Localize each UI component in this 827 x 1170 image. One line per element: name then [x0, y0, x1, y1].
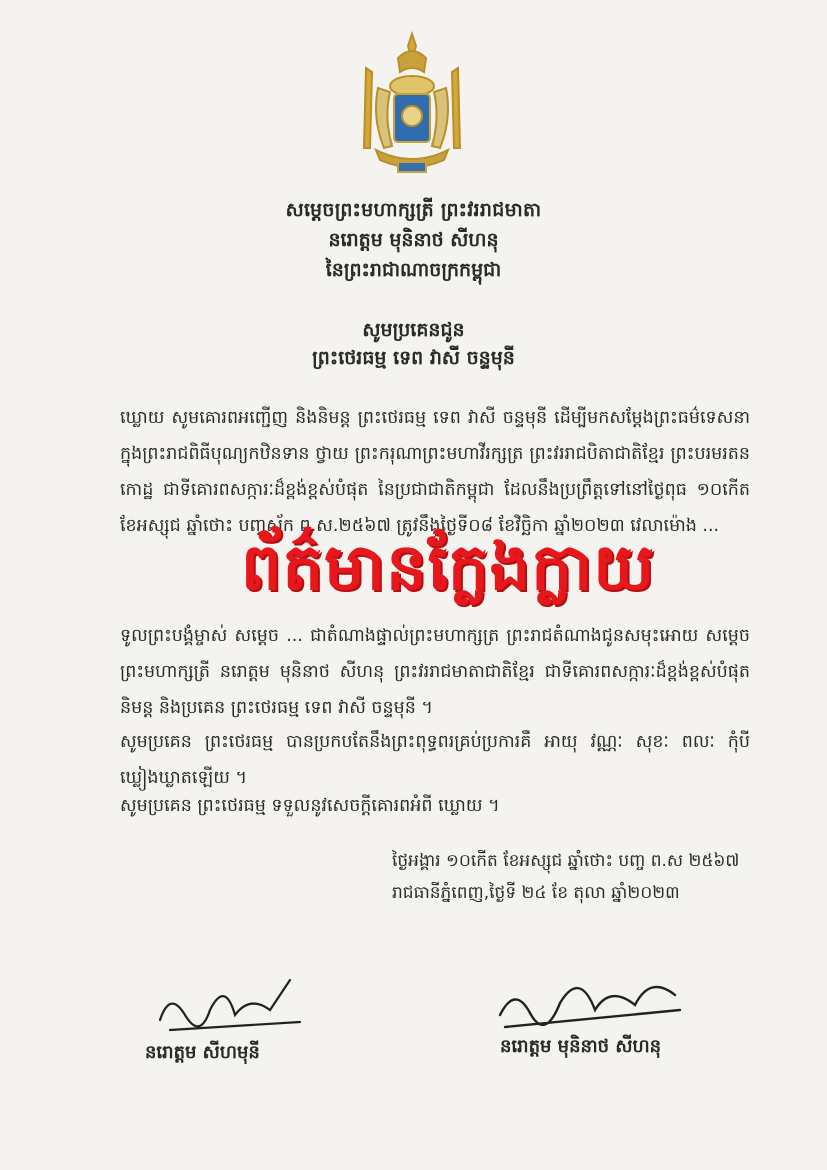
sender-kingdom: នៃព្រះរាជាណាចក្រកម្ពុជា — [325, 259, 502, 281]
lunar-date: ថ្ងៃអង្គារ ១០កើត ខែអស្សុជ ឆ្នាំថោះ បញ្ច ព.ស ២៥៦៧ — [392, 851, 740, 871]
sender-title: សម្ដេចព្រះមហាក្សត្រី ព្រះវររាជមាតា — [285, 199, 542, 221]
paragraph-representative: ទូលព្រះបង្គំម្ចាស់ សម្ដេច ... ជាតំណាងផ្ទាល់ព្រះមហាក្សត្រ ព្រះរាជតំណាងជូនសមុះអោយ សម្ដេចព្រះមហាក្សត្រី នរោត្តម មុនិនាថ សីហនុ ព្រះវររាជមាតាជាតិខ្មែរ ជាទីគោរពសក្ការៈដ៏ខ្ពង់ខ្ពស់បំផុត និមន្ត និងប្រគេន ព្រះថេរធម្ម ទេព វាសី ចន្ទមុនី ។ — [120, 626, 750, 718]
signatory-right-name: នរោត្តម មុនិនាថ សីហនុ — [500, 1036, 662, 1057]
recipient-name: ព្រះថេរធម្ម ទេព វាសី ចន្ទមុនី — [312, 347, 515, 369]
signatory-left-name: នរោត្តម សីហមុនី — [145, 1042, 260, 1063]
sender-name: នរោត្តម មុនិនាថ សីហនុ — [328, 229, 499, 251]
fake-news-stamp: ព័ត៌មានក្លែងក្លាយ — [240, 531, 656, 605]
recipient-intro: សូមប្រគេនជូន — [362, 319, 465, 341]
paragraph-invitation: ឃ្លោយ សូមគោរពអញ្ជើញ និងនិមន្ត ព្រះថេរធម្ម ទេព វាសី ចន្ទមុនី ដើម្បីមកសម្ដែងព្រះធម៌ទេសនា ក្នុងព្រះរាជពិធីបុណ្យកឋិនទាន ថ្វាយ ព្រះករុណាព្រះមហាវីរក្សត្រ ព្រះវររាជបិតាជាតិខ្មែរ ព្រះបរមរតនកោដ្ឋ ជាទីគោរពសក្ការៈដ៏ខ្ពង់ខ្ពស់បំផុត នៃប្រជាជាតិកម្ពុជា ដែលនឹងប្រព្រឹត្តទៅនៅថ្ងៃពុធ ១០កើត ខែអស្សុជ ឆ្នាំថោះ បញ្ចស័ក ព.ស.២៥៦៧ ត្រូវនឹងថ្ងៃទី០៨ ខែវិច្ឆិកា ឆ្នាំ២០២៣ វេលាម៉ោង ... — [120, 408, 750, 536]
paragraph-respect: សូមប្រគេន ព្រះថេរធម្ម ទទួលនូវសេចក្ដីគោរពអំពី ឃ្លោយ ។ — [120, 796, 500, 816]
royal-coat-of-arms-icon — [358, 28, 466, 180]
solar-date: រាជធានីភ្នំពេញ,ថ្ងៃទី ២៤ ខែ តុលា ឆ្នាំ២០២៣ — [392, 883, 680, 903]
paragraph-blessing: សូមប្រគេន ព្រះថេរធម្ម បានប្រកបតែនឹងព្រះពុទ្ធពរគ្រប់ប្រការគឺ អាយុ វណ្ណៈ សុខៈ ពលៈ កុំបីឃ្លៀងឃ្លាតឡើយ ។ — [120, 732, 750, 788]
